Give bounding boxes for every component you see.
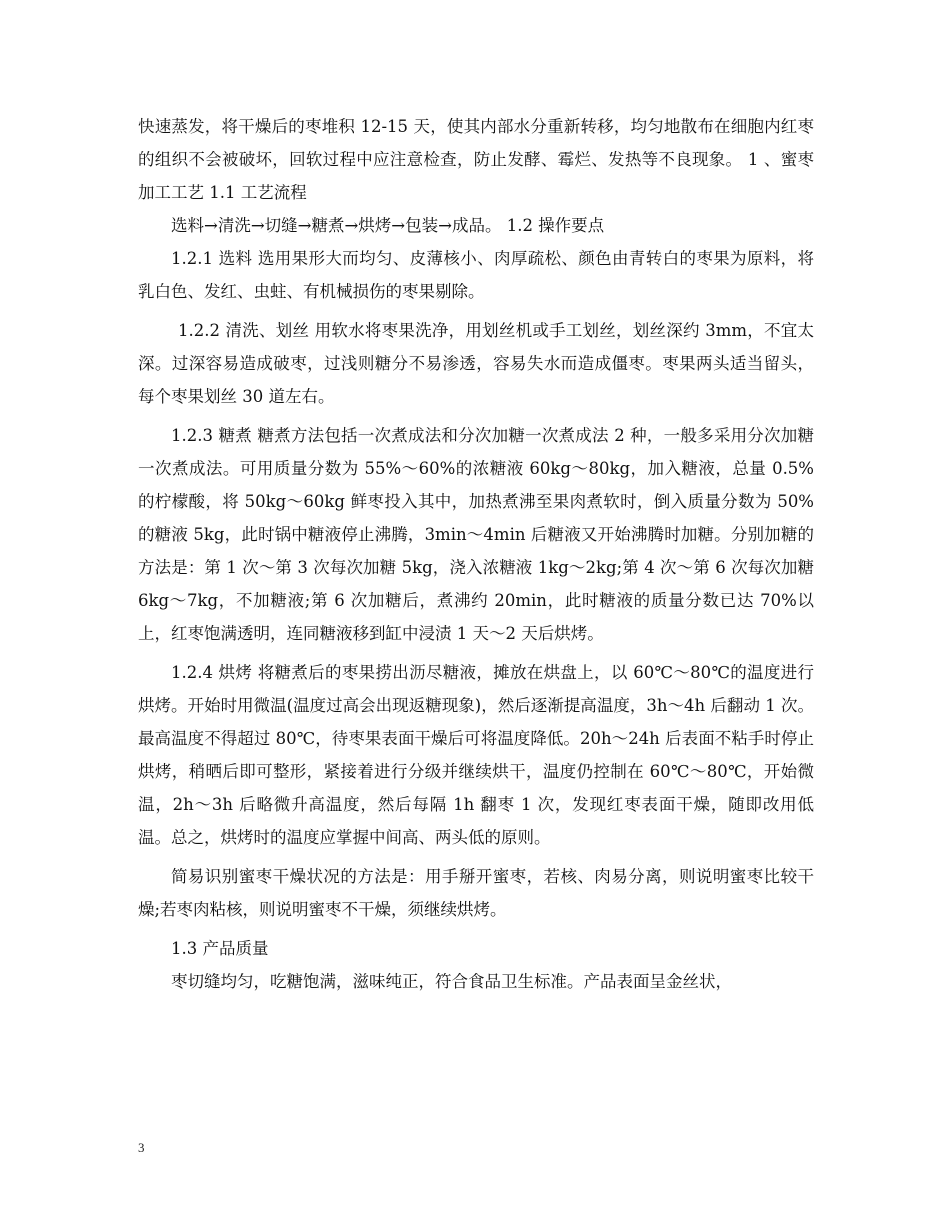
paragraph-sugar-boiling: 1.2.3 糖煮 糖煮方法包括一次煮成法和分次加糖一次煮成法 2 种，一般多采用分次加糖一次煮成法。可用质量分数为 55%～60%的浓糖液 60kg～80kg，加入糖液，总量 0.5%的柠檬酸，将 50kg～60kg 鲜枣投入其中，加热煮沸至果肉煮软时，倒入质量分数为 50%的糖液 5kg，此时锅中糖液停止沸腾，3min～4min 后糖液又开始沸腾时加糖。分别加糖的方法是：第 1 次～第 3 次每次加糖 5kg，浇入浓糖液 1kg～2kg;第 4 次～第 6 次每次加糖 6kg～7kg，不加糖液;第 6 次加糖后，煮沸约 20min，此时糖液的质量分数已达 70%以上，红枣饱满透明，连同糖液移到缸中浸渍 1 天～2 天后烘烤。 — [138, 426, 814, 643]
page-number: 3 — [138, 1140, 145, 1155]
section-heading-product-quality: 1.3 产品质量 — [171, 939, 269, 958]
document-body — [138, 110, 814, 998]
paragraph-process-steps: 选料→清洗→切缝→糖煮→烘烤→包装→成品。 1.2 操作要点 — [171, 216, 605, 235]
paragraph-drying-and-process-flow: 快速蒸发，将干燥后的枣堆积 12-15 天，使其内部水分重新转移，均匀地散布在细胞内红枣的组织不会被破坏，回软过程中应注意检查，防止发酵、霉烂、发热等不良现象。 1 、蜜枣加工工艺 1.1 工艺流程 — [138, 117, 814, 202]
paragraph-dryness-check: 简易识别蜜枣干燥状况的方法是：用手掰开蜜枣，若核、肉易分离，则说明蜜枣比较干燥;若枣肉粘核，则说明蜜枣不干燥，须继续烘烤。 — [138, 867, 814, 919]
paragraph-selection: 1.2.1 选料 选用果形大而均匀、皮薄核小、肉厚疏松、颜色由青转白的枣果为原料，将乳白色、发红、虫蛀、有机械损伤的枣果剔除。 — [138, 249, 814, 301]
paragraph-product-quality: 枣切缝均匀，吃糖饱满，滋味纯正，符合食品卫生标准。产品表面呈金丝状， — [171, 972, 732, 991]
paragraph-washing-scoring: 1.2.2 清洗、划丝 用软水将枣果洗净，用划丝机或手工划丝，划丝深约 3mm，不宜太深。过深容易造成破枣，过浅则糖分不易渗透，容易失水而造成僵枣。枣果两头适当留头，每个枣果划丝 30 道左右。 — [138, 321, 814, 406]
paragraph-baking: 1.2.4 烘烤 将糖煮后的枣果捞出沥尽糖液，摊放在烘盘上，以 60℃～80℃的温度进行烘烤。开始时用微温(温度过高会出现返糖现象)，然后逐渐提高温度，3h～4h 后翻动 1 次。最高温度不得超过 80℃，待枣果表面干燥后可将温度降低。20h～24h 后表面不粘手时停止烘烤，稍晒后即可整形，紧接着进行分级并继续烘干，温度仍控制在 60℃～80℃，开始微温，2h～3h 后略微升高温度，然后每隔 1h 翻枣 1 次，发现红枣表面干燥，随即改用低温。总之，烘烤时的温度应掌握中间高、两头低的原则。 — [138, 663, 814, 847]
